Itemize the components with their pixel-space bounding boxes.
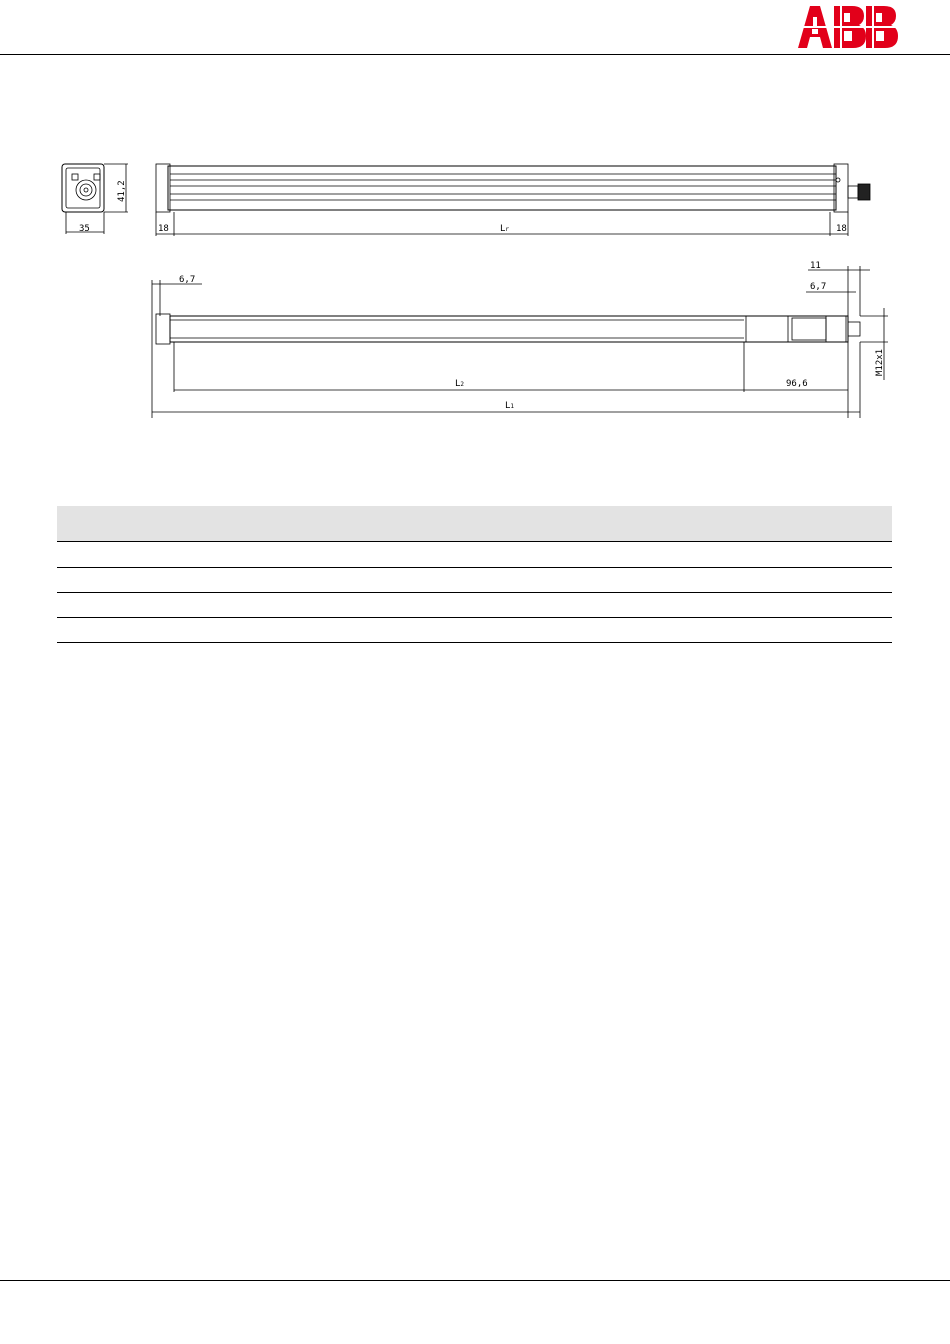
dim-end-height: 41,2 bbox=[117, 180, 127, 202]
header-cell bbox=[262, 506, 474, 542]
header-cell bbox=[57, 506, 262, 542]
table-cell bbox=[262, 593, 474, 618]
header-cell bbox=[474, 506, 684, 542]
dim-end-width: 35 bbox=[79, 224, 90, 234]
table-cell bbox=[684, 542, 892, 568]
table-row bbox=[57, 593, 892, 618]
table-cell bbox=[684, 618, 892, 643]
header-cell bbox=[684, 506, 892, 542]
table-row bbox=[57, 542, 892, 568]
dimension-drawing bbox=[0, 150, 950, 430]
table-row bbox=[57, 568, 892, 593]
table-cell bbox=[262, 568, 474, 593]
header-rule bbox=[0, 54, 950, 55]
table-cell bbox=[474, 568, 684, 593]
table-cell bbox=[474, 542, 684, 568]
dim-length-1: L1 bbox=[505, 401, 515, 411]
table-cell bbox=[57, 618, 262, 643]
top-view bbox=[156, 164, 870, 236]
table-header-row bbox=[57, 506, 892, 542]
dim-tail: 96,6 bbox=[786, 379, 808, 389]
dim-thread: M12x1 bbox=[875, 348, 885, 376]
table-row bbox=[57, 618, 892, 643]
table-cell bbox=[474, 593, 684, 618]
table-cell bbox=[57, 593, 262, 618]
spec-table bbox=[57, 506, 892, 643]
dim-cap-right: 18 bbox=[836, 224, 847, 234]
table-cell bbox=[474, 618, 684, 643]
dim-length-2: L2 bbox=[455, 379, 465, 389]
table-cell bbox=[684, 568, 892, 593]
table-cell bbox=[57, 542, 262, 568]
table-cell bbox=[684, 593, 892, 618]
dim-cap-left: 18 bbox=[158, 224, 169, 234]
table-cell bbox=[262, 618, 474, 643]
table-cell bbox=[57, 568, 262, 593]
dim-offset-left: 6,7 bbox=[179, 275, 196, 285]
footer-rule bbox=[0, 1280, 950, 1281]
dim-length-r: Lr bbox=[500, 224, 510, 234]
abb-logo bbox=[796, 6, 898, 48]
bottom-view bbox=[152, 261, 888, 418]
dim-offset-right: 6,7 bbox=[810, 282, 827, 292]
dim-connector-len: 11 bbox=[810, 261, 821, 271]
table-cell bbox=[262, 542, 474, 568]
